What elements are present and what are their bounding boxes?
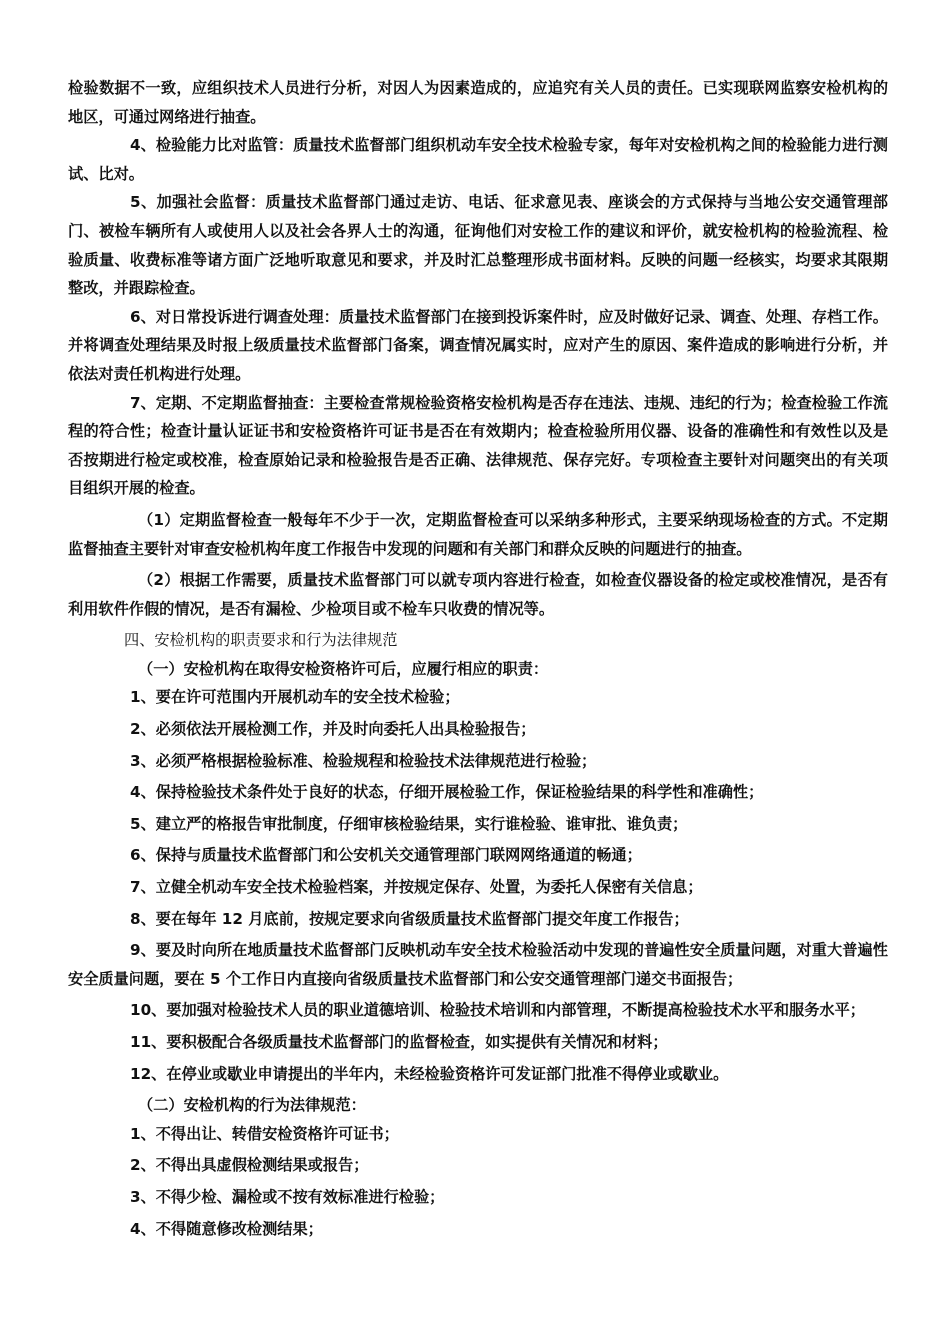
paragraph-supervision-inspection: 7、定期、不定期监督抽查：主要检查常规检验资格安检机构是否存在违法、违规、违纪的行为；检查检验工作流程的符合性；检查计量认证证书和安检资格许可证书是否在有效期内；检查检验所用仪器、设备的准确性和有效性以及是否按期进行检定或校准，检查原始记录和检验报告是否正确、法律规范、保存完好。专项检查主要针对问题突出的有关项目组织开展的检查。 <box>68 393 888 498</box>
document-page <box>68 74 888 1243</box>
duty-item: 3、必须严格根据检验标准、检验规程和检验技术法律规范进行检验； <box>130 751 597 770</box>
duty-item: 2、必须依法开展检测工作，并及时向委托人出具检验报告； <box>130 720 536 739</box>
duty-item: 7、立健全机动车安全技术检验档案，并按规定保存、处置，为委托人保密有关信息； <box>130 878 703 897</box>
subsection-heading-rules: （二）安检机构的行为法律规范： <box>138 1096 366 1115</box>
duty-item: 6、保持与质量技术监督部门和公安机关交通管理部门联网网络通道的畅通； <box>130 846 642 865</box>
rule-item: 4、不得随意修改检测结果； <box>130 1219 323 1238</box>
duty-item: 8、要在每年 12 月底前，按规定要求向省级质量技术监督部门提交年度工作报告； <box>130 909 689 928</box>
rule-item: 1、不得出让、转借安检资格许可证书； <box>130 1124 399 1143</box>
duty-item: 9、要及时向所在地质量技术监督部门反映机动车安全技术检验活动中发现的普遍性安全质量问题，对重大普遍性安全质量问题，要在 5 个工作日内直接向省级质量技术监督部门和公安交通管理部门递交书面报告； <box>68 941 888 988</box>
paragraph-social-supervision: 5、加强社会监督：质量技术监督部门通过走访、电话、征求意见表、座谈会的方式保持与当地公安交通管理部门、被检车辆所有人或使用人以及社会各界人士的沟通，征询他们对安检工作的建议和评价，就安检机构的检验流程、检验质量、收费标准等诸方面广泛地听取意见和要求，并及时汇总整理形成书面材料。反映的问题一经核实，均要求其限期整改，并跟踪检查。 <box>68 193 888 298</box>
rule-item: 2、不得出具虚假检测结果或报告； <box>130 1156 369 1175</box>
paragraph-continuation: 检验数据不一致，应组织技术人员进行分析，对因人为因素造成的，应追究有关人员的责任。已实现联网监察安检机构的地区，可通过网络进行抽查。 <box>68 79 888 126</box>
duty-item: 12、在停业或歇业申请提出的半年内，未经检验资格许可发证部门批准不得停业或歇业。 <box>130 1064 729 1083</box>
duty-item: 11、要积极配合各级质量技术监督部门的监督检查，如实提供有关情况和材料； <box>130 1033 668 1051</box>
rule-item: 3、不得少检、漏检或不按有效标准进行检验； <box>130 1187 445 1206</box>
paragraph-capability-comparison: 4、检验能力比对监管：质量技术监督部门组织机动车安全技术检验专家，每年对安检机构之间的检验能力进行测试、比对。 <box>68 136 888 183</box>
duty-item: 10、要加强对检验技术人员的职业道德培训、检验技术培训和内部管理，不断提高检验技术水平和服务水平； <box>130 1001 865 1020</box>
paragraph-periodic-inspection: （1）定期监督检查一般每年不少于一次，定期监督检查可以采纳多种形式，主要采纳现场检查的方式。不定期监督抽查主要针对审查安检机构年度工作报告中发现的问题和有关部门和群众反映的问题进行的抽查。 <box>68 510 888 558</box>
duty-item: 5、建立严的格报告审批制度，仔细审核检验结果，实行谁检验、谁审批、谁负责； <box>130 814 688 833</box>
section-heading: 四、安检机构的职责要求和行为法律规范 <box>124 631 398 650</box>
paragraph-special-inspection: （2）根据工作需要，质量技术监督部门可以就专项内容进行检查，如检查仪器设备的检定或校准情况，是否有利用软件作假的情况，是否有漏检、少检项目或不检车只收费的情况等。 <box>68 571 888 618</box>
paragraph-complaint-handling: 6、对日常投诉进行调查处理：质量技术监督部门在接到投诉案件时，应及时做好记录、调查、处理、存档工作。并将调查处理结果及时报上级质量技术监督部门备案，调查情况属实时，应对产生的原因、案件造成的影响进行分析，并依法对责任机构进行处理。 <box>68 307 888 383</box>
duty-item: 4、保持检验技术条件处于良好的状态，仔细开展检验工作，保证检验结果的科学性和准确性； <box>130 783 764 802</box>
subsection-heading-duties: （一）安检机构在取得安检资格许可后，应履行相应的职责： <box>138 659 549 678</box>
duty-item: 1、要在许可范围内开展机动车的安全技术检验； <box>130 688 460 707</box>
